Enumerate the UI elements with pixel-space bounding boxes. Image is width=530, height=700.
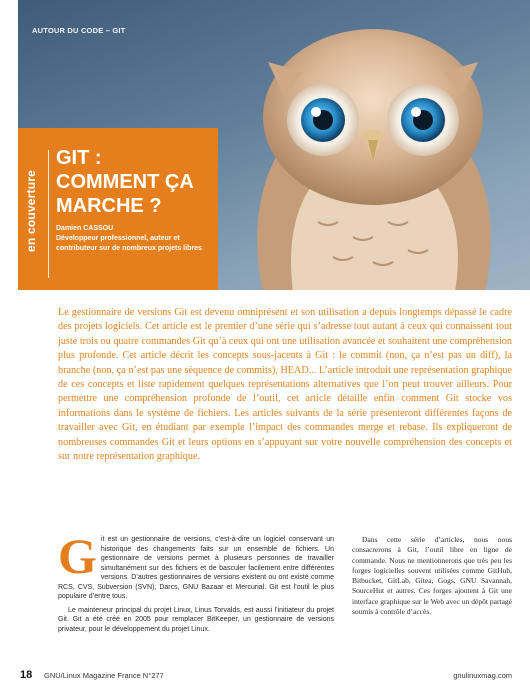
author-block xyxy=(56,224,214,254)
article-title xyxy=(56,146,216,218)
publication-name: GNU/Linux Magazine France N°277 xyxy=(44,671,164,680)
body-column-right xyxy=(352,535,512,617)
lead-paragraph: Le gestionnaire de versions Git est devenu omniprésent et son utilisation a depuis longtemps dépassé le cadre des projets logiciels. Cet article est le premier d’une série qui s’adresse tout autant à ceux qui connaissent tout juste trois ou quatre commandes Git qu’à ceux qui ont une utilisation avancée et souhaitent une compréhension plus profonde. Cet article décrit les concepts sous-jacents à Git : le commit (non, ça n’est pas un diff), la branche (non, ça n’est pas une séquence de commits), HEAD... L’article introduit une représentation graphique de ces concepts et liste rapidement quelques représentations alternatives que l’on peut trouver ailleurs. Pour permettre une compréhension profonde de l’outil, cet article détaille enfin comment Git stocke vos informations dans le système de fichiers. Les articles suivants de la série présenteront différentes façons de travailler avec Git, en étudiant par exemple l’impact des commandes merge et rebase. Ils expliqueront de nombreuses commandes Git et leurs options en s’appuyant sur votre nouvelle compréhension des concepts et sur notre représentation graphique. xyxy=(58,307,512,463)
drop-cap: G xyxy=(58,528,97,584)
body-paragraph: Dans cette série d’articles, nous nous consacrerons à Git, l’outil libre en ligne de commande. Nous ne mentionnerons que très peu les forges logicielles souvent utilisées comme GitHub, Bitbucket, GitLab, Gitea, Gogs, GNU Savannah, SourceHut et autres. Ces forges ajoutent à Git une interface graphique sur le Web avec un dépôt partagé soumis à contrôle d’accès. xyxy=(352,535,512,617)
website-link[interactable]: gnulinuxmag.com xyxy=(453,671,512,680)
body-paragraph-text: it est un gestionnaire de versions, c’est-à-dire un logiciel conservant un historique des changements faits sur un ensemble de fichiers. Un gestionnaire de versions permet à plusieurs personnes de travailler simultanément sur des fichiers et de basculer facilement entre différentes versions. D’autres gestionnaires de versions existent ou ont existé comme RCS, CVS, Subversion (SVN), Darcs, GNU Bazaar et Mercurial. Git est l’outil le plus populaire d’entre tous. xyxy=(58,536,334,600)
page-footer xyxy=(20,669,512,683)
author-role: Développeur professionnel, auteur et contributeur sur de nombreux projets libres xyxy=(56,235,202,252)
body-paragraph xyxy=(58,528,334,602)
section-side-tag: en couverture xyxy=(24,170,38,252)
section-kicker: AUTOUR DU CODE – GIT xyxy=(32,26,126,35)
page-number: 18 xyxy=(20,669,33,681)
title-line: COMMENT ÇA xyxy=(56,171,194,193)
author-name: Damien CASSOU xyxy=(56,225,114,232)
side-divider xyxy=(48,150,49,278)
owl-illustration xyxy=(223,22,523,290)
title-line: MARCHE ? xyxy=(56,195,162,217)
body-column-left xyxy=(58,528,334,634)
title-line: GIT : xyxy=(56,147,102,169)
body-paragraph: Le mainteneur principal du projet Linux, Linus Torvalds, est aussi l’initiateur du projet Git. Git a été créé en 2005 pour remplacer BitKeeper, un gestionnaire de versions privateur, pour le développement du projet Linux. xyxy=(58,606,334,633)
